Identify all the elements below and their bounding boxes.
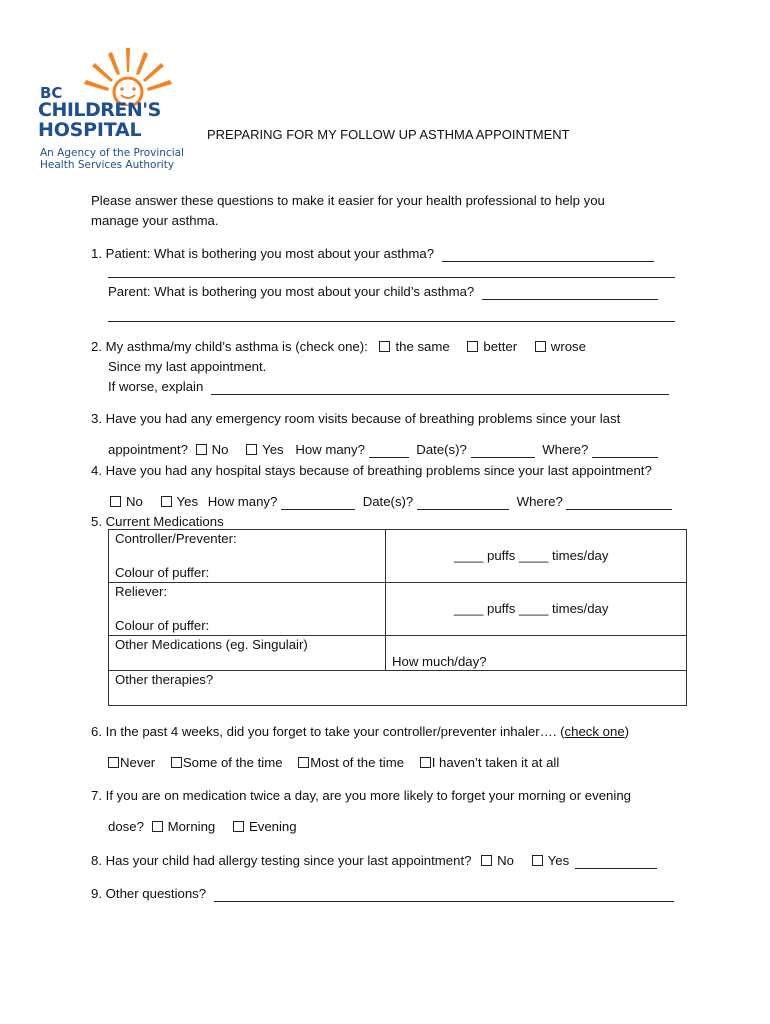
q4-where-label: Where? (516, 494, 563, 509)
intro-line2: manage your asthma. (91, 213, 219, 228)
q4-yes-checkbox[interactable] (161, 496, 172, 507)
q7-evening-checkbox[interactable] (233, 821, 244, 832)
q3-dates-label: Date(s)? (416, 442, 467, 457)
q6-most-label: Most of the time (310, 755, 405, 770)
q2-label: 2. My asthma/my child’s asthma is (check one): (91, 339, 368, 354)
q2-if-worse-label: If worse, explain (108, 379, 204, 394)
q7-morning-label: Morning (167, 819, 216, 834)
q8-row (91, 853, 657, 869)
q6-not-taken-checkbox[interactable] (420, 757, 431, 768)
q6-label-end: ) (624, 724, 630, 739)
q1-patient-row (91, 246, 654, 262)
q7-options-row (108, 819, 297, 835)
q2-worse-label: wrose (550, 339, 586, 354)
q3-where-label: Where? (542, 442, 589, 457)
q1-patient-label: 1. Patient: What is bothering you most about your asthma? (91, 246, 435, 261)
q4-no-checkbox[interactable] (110, 496, 121, 507)
q3-appt-label: appointment? (108, 442, 188, 457)
logo-agency-line1: An Agency of the Provincial (40, 147, 184, 159)
other-meds-cell[interactable] (109, 636, 386, 671)
logo-hospital: HOSPITAL (38, 119, 142, 141)
q1-patient-answer-field[interactable] (442, 249, 654, 262)
q4-how-many-label: How many? (207, 494, 278, 509)
medications-table (108, 529, 687, 706)
q6-label (91, 724, 629, 740)
q2-since: Since my last appointment. (108, 359, 267, 374)
controller-label: Controller/Preventer: (115, 531, 237, 546)
q8-no-checkbox[interactable] (481, 855, 492, 866)
page-title: PREPARING FOR MY FOLLOW UP ASTHMA APPOINTMENT (207, 127, 570, 142)
q5-label: 5. Current Medications (91, 514, 224, 529)
q2-row (91, 339, 586, 355)
reliever-dose-cell[interactable] (386, 583, 687, 636)
q6-check-one: check one (564, 724, 625, 739)
how-much-cell[interactable] (386, 636, 687, 671)
reliever-label: Reliever: (115, 584, 168, 599)
q9-answer-field[interactable] (214, 889, 674, 902)
controller-puffs: ____ puffs ____ times/day (454, 548, 609, 563)
logo-bc: BC (40, 84, 63, 102)
logo-agency-line2: Health Services Authority (40, 159, 175, 171)
q6-some-label: Some of the time (182, 755, 283, 770)
q3-yes-checkbox[interactable] (246, 444, 257, 455)
q6-options-row (108, 755, 559, 771)
q4-dates-field[interactable] (417, 497, 509, 510)
q4-yes-label: Yes (176, 494, 199, 509)
q4-no-label: No (126, 494, 143, 509)
q3-label: 3. Have you had any emergency room visits because of breathing problems since your last (91, 411, 621, 426)
q6-not-taken-label: I haven’t taken it at all (431, 755, 560, 770)
reliever-puffs: ____ puffs ____ times/day (454, 601, 609, 616)
q2-same-label: the same (395, 339, 450, 354)
q3-how-many-label: How many? (295, 442, 365, 457)
q3-dates-field[interactable] (471, 445, 535, 458)
q8-yes-field[interactable] (575, 856, 657, 869)
q6-most-checkbox[interactable] (298, 757, 309, 768)
q8-yes-label: Yes (547, 853, 570, 868)
q4-how-many-field[interactable] (281, 497, 355, 510)
q1-parent-answer-line2[interactable] (108, 306, 675, 322)
q2-worse-checkbox[interactable] (535, 341, 546, 352)
q7-evening-label: Evening (248, 819, 297, 834)
q2-better-checkbox[interactable] (467, 341, 478, 352)
q4-answer-row (108, 494, 672, 510)
q4-label: 4. Have you had any hospital stays because of breathing problems since your last appointment? (91, 463, 652, 478)
q7-dose-label: dose? (108, 819, 144, 834)
q4-dates-label: Date(s)? (362, 494, 414, 509)
other-therapies-label: Other therapies? (115, 672, 214, 687)
q1-parent-row (108, 284, 658, 300)
q8-yes-checkbox[interactable] (532, 855, 543, 866)
q9-label: 9. Other questions? (91, 886, 207, 901)
other-meds-label: Other Medications (eg. Singulair) (115, 637, 308, 652)
q3-where-field[interactable] (592, 445, 658, 458)
colour2-label: Colour of puffer: (115, 618, 210, 633)
q1-patient-answer-line2[interactable] (108, 262, 675, 278)
q3-how-many-field[interactable] (369, 445, 409, 458)
q4-where-field[interactable] (566, 497, 672, 510)
q8-label: 8. Has your child had allergy testing since your last appointment? (91, 853, 472, 868)
q1-parent-label: Parent: What is bothering you most about your child’s asthma? (108, 284, 475, 299)
q8-no-label: No (497, 853, 514, 868)
controller-cell[interactable] (109, 530, 386, 583)
q6-never-label: Never (120, 755, 156, 770)
controller-dose-cell[interactable] (386, 530, 687, 583)
q7-label: 7. If you are on medication twice a day, are you more likely to forget your morning or evening (91, 788, 631, 803)
sun-logo-icon (78, 44, 178, 106)
reliever-cell[interactable] (109, 583, 386, 636)
logo-childrens: CHILDREN'S (38, 99, 161, 121)
colour1-label: Colour of puffer: (115, 565, 210, 580)
other-therapies-cell[interactable] (109, 671, 687, 706)
q1-parent-answer-field[interactable] (482, 287, 658, 300)
q3-yes-label: Yes (262, 442, 284, 457)
q3-no-checkbox[interactable] (196, 444, 207, 455)
q3-no-label: No (211, 442, 229, 457)
q9-row (91, 886, 674, 902)
intro-line1: Please answer these questions to make it easier for your health professional to help you (91, 193, 605, 208)
q2-worse-row (108, 379, 669, 395)
q2-better-label: better (483, 339, 518, 354)
q2-explain-field[interactable] (211, 382, 669, 395)
q6-never-checkbox[interactable] (108, 757, 119, 768)
q6-some-checkbox[interactable] (171, 757, 182, 768)
q7-morning-checkbox[interactable] (152, 821, 163, 832)
how-much-label: How much/day? (392, 654, 487, 669)
q2-same-checkbox[interactable] (379, 341, 390, 352)
q3-answer-row (108, 442, 658, 458)
q6-label-text: 6. In the past 4 weeks, did you forget to take your controller/preventer inhaler…. ( (91, 724, 565, 739)
